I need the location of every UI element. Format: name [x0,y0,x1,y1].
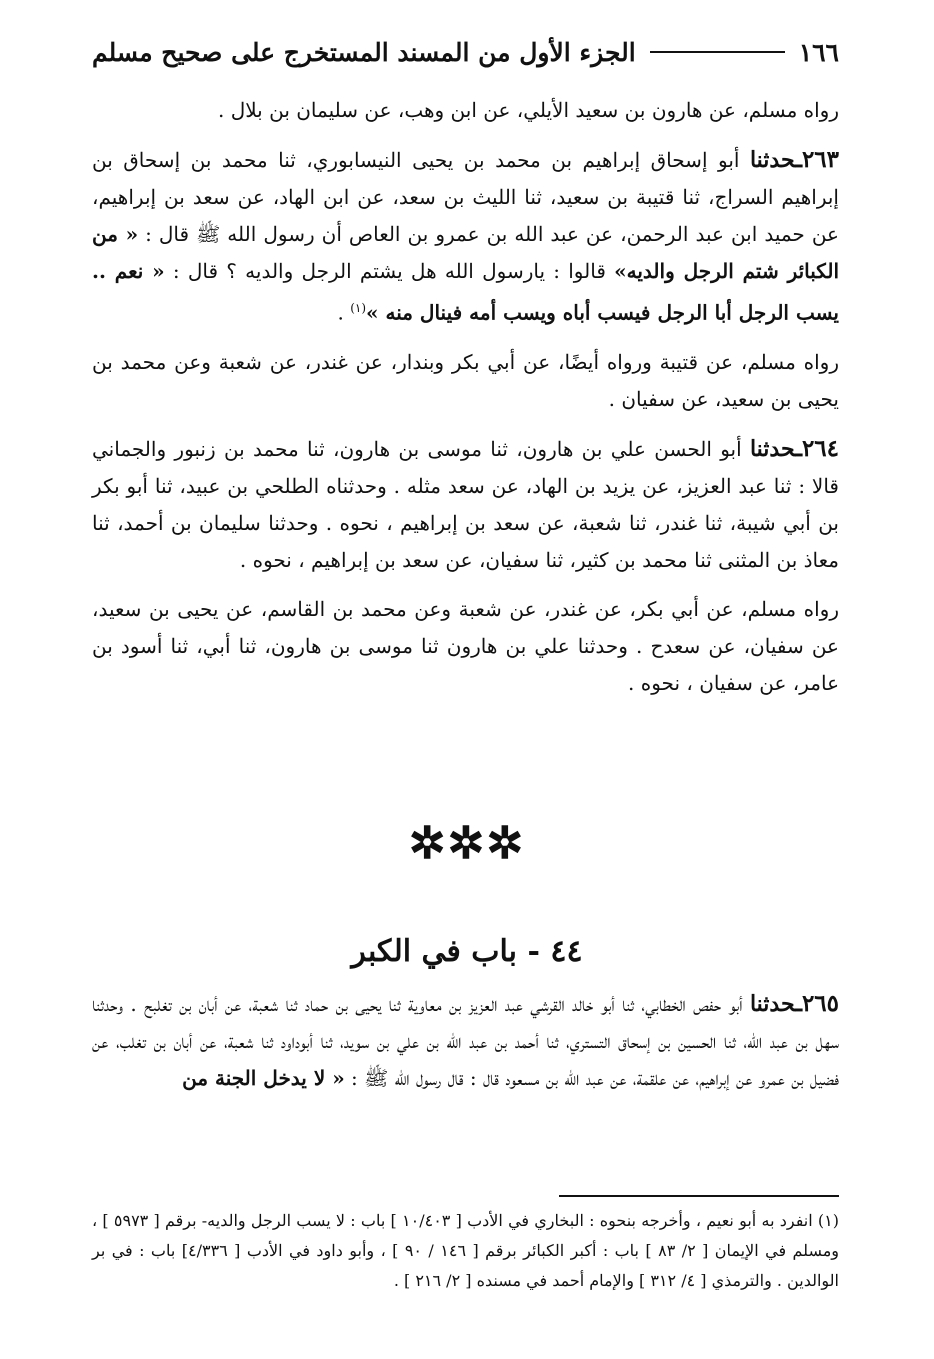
hadith-number: ٢٦٣ـ [795,146,839,173]
footnotes [92,1206,839,1296]
paragraph-narration-2: رواه مسلم، عن قتيبة ورواه أيضًا، عن أبي بكر وبندار، عن غندر، عن شعبة وعن محمد بن يحيى بن سعيد، عن سفيان . [92,349,839,411]
hadith-lead-word: حدثنا [749,991,796,1017]
hadith-number: ٢٦٤ـ [795,434,839,462]
hadith-lead-word: حدثنا [749,147,796,173]
hadith-number: ٢٦٥ـ [795,990,839,1017]
page-header [92,30,839,74]
chapter-text [92,985,839,1097]
header-rule [650,51,785,53]
running-title: الجزء الأول من المسند المستخرج على صحيح مسلم [92,37,636,67]
hadith-265 [92,985,839,1097]
page-number: ١٦٦ [798,37,839,67]
main-text [92,92,839,702]
footnote-rule [559,1195,839,1197]
hadith-quote: « من الكبائر شتم الرجل والديه» [92,222,839,283]
hadith-isnad: أبو إسحاق إبراهيم بن محمد بن يحيى النيسابوري، ثنا محمد بن إسحاق بن إبراهيم السراج، ثنا قتيبة بن سعيد، ثنا الليث بن سعد، عن ابن الهاد، عن سعد بن إبراهيم، عن حميد ابن عبد الرحمن، عن عبد الله بن عمرو بن العاص أن رسول الله ﷺ قال : [92,148,839,246]
paragraph-narration-1: رواه مسلم، عن هارون بن سعيد الأيلي، عن ابن وهب، عن سليمان بن بلال . [217,98,839,122]
section-separator: ✲✲✲ [408,818,526,869]
hadith-264 [92,430,839,579]
paragraph-narration-3: رواه مسلم، عن أبي بكر، عن غندر، عن شعبة وعن محمد بن القاسم، عن يحيى بن سعيد، عن سفيان، عن سعدح . وحدثنا علي بن هارون ثنا موسى بن هارون، ثنا أبي، ثنا أسود بن عامر، عن سفيان ، نحوه . [92,596,839,695]
hadith-lead-word: حدثنا [749,435,796,462]
hadith-263 [92,141,839,332]
footnote-1: (١) انفرد به أبو نعيم ، وأخرجه بنحوه : البخاري في الأدب [ ١٠/٤٠٣ ] باب : لا يسب الرجل والديه- برقم [ ٥٩٧٣ ] ، ومسلم في الإيمان [ ٢/ ٨٣ ] باب : أكبر الكبائر برقم [ ١٤٦ / ٩٠ ] ، وأبو داود في الأدب [ ٤/٣٣٦] باب : في بر الوالدين . والترمذي [ ٤/ ٣١٢ ] والإمام أحمد في مسنده [ ٢/ ٢١٦ ] . [92,1211,840,1290]
hadith-text: قالوا : يارسول الله هل يشتم الرجل والديه ؟ قال : [164,259,615,283]
hadith-quote: « نعم .. يسب الرجل أبا الرجل فيسب أباه ويسب أمه فينال منه » [92,259,839,325]
hadith-quote: « لا يدخل الجنة من [182,1066,345,1090]
chapter-title: ٤٤ - باب في الكبر [351,934,583,969]
footnote-marker: (١) [350,301,367,315]
hadith-isnad: أبو حفص الخطابي، ثنا أبو خالد القرشي عبد العزيز بن معاوية ثنا يحيى بن حماد ثنا شعبة، عن أبان بن تغلبح . وحدثنا سهل بن عبد الله، ثنا الحسين بن إسحاق التستري، ثنا أحمد بن عبد الله بن علي بن سويد، ثنا أبوداود ثنا شعبة، عن أبان بن تغلب، عن فضيل بن عمرو عن إبراهيم، عن علقمة، عن عبد الله بن مسعود قال : قال رسول الله ﷺ : [92,992,839,1090]
hadith-end: . [337,300,351,325]
hadith-isnad: أبو الحسن علي بن هارون، ثنا موسى بن هارون، ثنا محمد بن زنبور والجماني قالا : ثنا عبد العزيز، عن يزيد بن الهاد، عن سعد مثله . وحدثناه الطلحي بن عبيد، ثنا أبو بكر بن أبي شيبة، ثنا غندر، ثنا شعبة، عن سعد بن إبراهيم ، نحوه . وحدثنا سليمان بن أحمد، ثنا معاذ بن المثنى ثنا محمد بن كثير، ثنا سفيان، عن سعد بن إبراهيم ، نحوه . [92,436,840,572]
